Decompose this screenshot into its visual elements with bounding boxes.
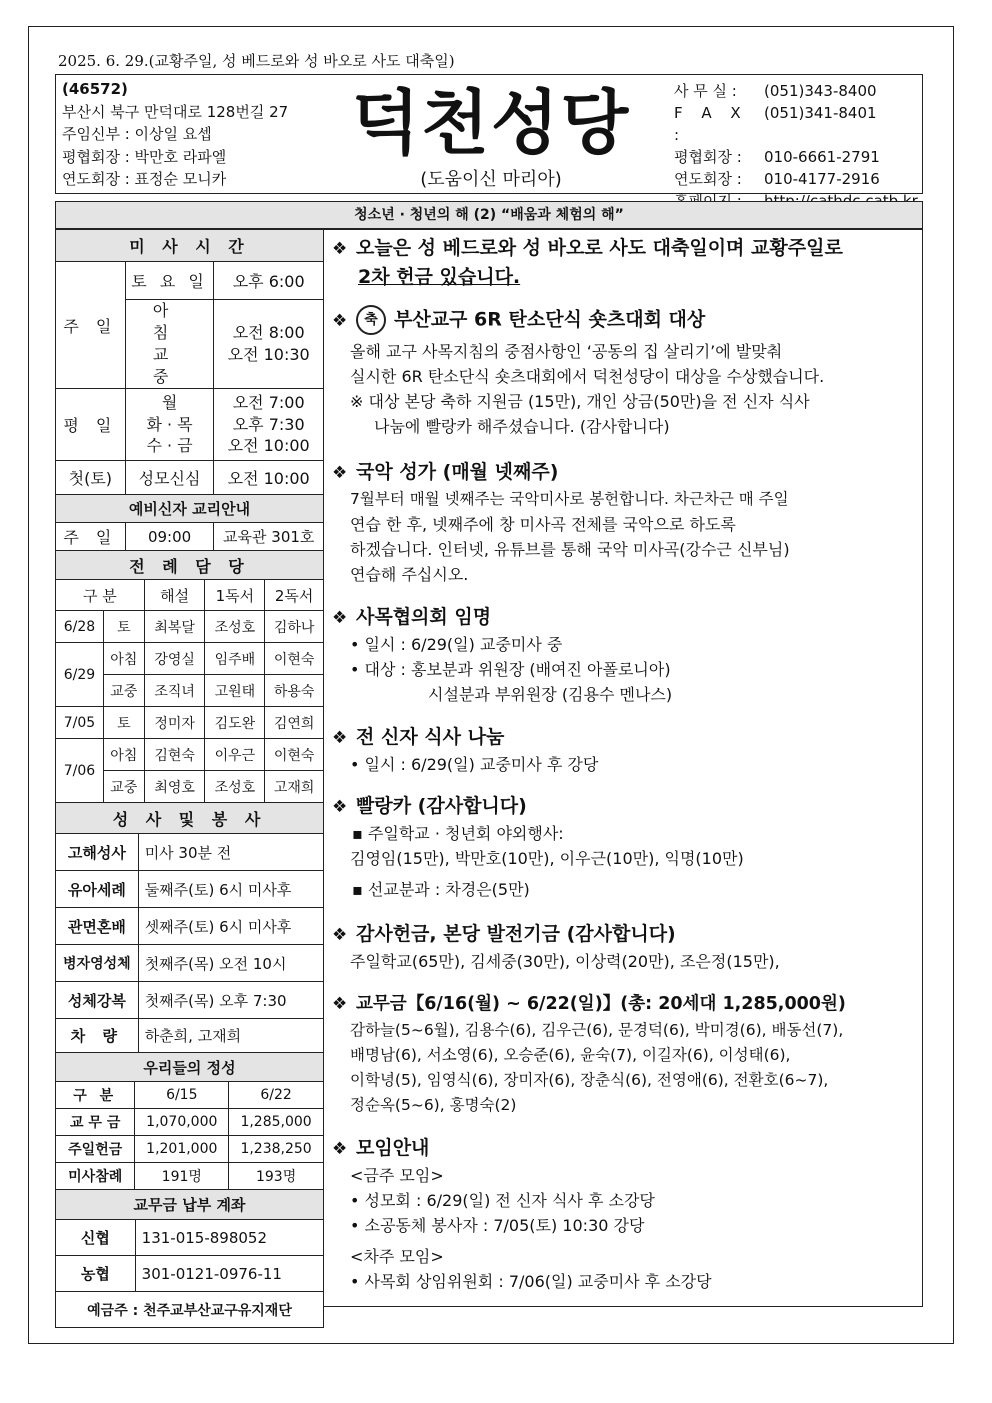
parish-title: 덕천성당 [351, 82, 631, 164]
liturgy-table: 전 례 담 당 구 분 해설 1독서 2독서 6/28 토 최복달 조성호 김하나 6/29 아침 강영실 임주배 이현숙 교중 조직녀 고원태 하용숙 7/05 토 정미자 김도완 김연희 7/06 아침 김현숙 이우근 이현숙 교중 최영호 조성호 고재희 [55, 550, 324, 803]
diamond-bullet-icon: ❖ [332, 728, 348, 748]
header-contacts [674, 80, 918, 212]
account-table: 교무금 납부 계좌 신협 131-015-898052 농협 301-0121-0976-11 예금주 : 천주교부산교구유지재단 [55, 1189, 324, 1328]
notice-award: ❖ 축 부산교구 6R 탄소단식 숏츠대회 대상 올해 교구 사목지침의 중점사항인 ‘공동의 집 살리기’에 발맞춰 실시한 6R 탄소단식 숏츠대회에서 덕천성당이 대상을 수상했습니다. ※ 대상 본당 축하 지원금 (15만), 개인 상금(50만)을 전 신자 식사 나눔에 빨랑카 해주셨습니다. (감사합니다) [332, 305, 917, 439]
sacraments-table: 성 사 및 봉 사 고해성사 미사 30분 전 유아세례 둘째주(토) 6시 미사후 관면혼배 셋째주(토) 6시 미사후 병자영성체 첫째주(목) 오전 10시 성체강복 첫째주(목) 오후 7:30 차 량 하춘희, 고재희 [55, 802, 324, 1053]
diamond-bullet-icon: ❖ [332, 1139, 348, 1159]
notice-gugak: ❖ 국악 성가 (매월 넷째주) 7월부터 매월 넷째주는 국악미사로 봉헌합니다. 차근차근 매 주일 연습 한 후, 넷째주에 창 미사곡 전체를 국악으로 하도록 하겠습니다. 인터넷, 유튜브를 통해 국악 미사곡(강수근 신부님) 연습해 주십시오. [332, 461, 790, 584]
notice-feast: ❖ 오늘은 성 베드로와 성 바오로 사도 대축일이며 교황주일로 2차 헌금 있습니다. [332, 237, 843, 288]
notice-palanca: ❖ 빨랑카 (감사합니다) ▪ 주일학교 · 청년회 야외행사: 김영임(15만), 박만호(10만), 이우근(10만), 익명(10만) ▪ 선교분과 : 차경은(5만) [332, 795, 744, 899]
diamond-bullet-icon: ❖ [332, 239, 348, 259]
notice-meal: ❖ 전 신자 식사 나눔 • 일시 : 6/29(일) 교중미사 후 강당 [332, 726, 599, 774]
offerings-table: 우리들의 정성 구 분 6/15 6/22 교 무 금 1,070,000 1,285,000 주일헌금 1,201,000 1,238,250 미사참례 191명 193명 [55, 1052, 324, 1190]
header [55, 74, 923, 194]
notice-council: ❖ 사목협의회 임명 • 일시 : 6/29(일) 교중미사 중 • 대상 : 홍보분과 위원장 (배여진 아폴로니아) 시설분과 부위원장 (김용수 멘나스) [332, 606, 673, 704]
notice-meetings: ❖ 모임안내 <금주 모임> • 성모회 : 6/29(일) 전 신자 식사 후 소강당 • 소공동체 봉사자 : 7/05(토) 10:30 강당 <차주 모임> • 사목회 상임위원회 : 7/06(일) 교중미사 후 소강당 [332, 1137, 712, 1291]
diamond-bullet-icon: ❖ [332, 925, 348, 945]
postal-code: (46572) [62, 80, 128, 98]
contact-fax: F A X : (051)341-8401 [674, 104, 877, 144]
yeondo-head: 연도회장 : 표정순 모니카 [62, 170, 227, 188]
mass-times-table: 미 사 시 간 주 일 토 요 일 오후 6:00 아 침 교 중 오전 8:00 오전 10:30 평 일 월 화 · 목 수 · 금 오전 7:00 오후 7:30 오전 10:00 첫(토) 성모신심 오전 10:00 [55, 229, 324, 495]
address: 부산시 북구 만덕대로 128번길 27 [62, 102, 289, 121]
celebration-badge-icon: 축 [356, 305, 386, 335]
header-info [62, 78, 288, 191]
diamond-bullet-icon: ❖ [332, 310, 348, 331]
diamond-bullet-icon: ❖ [332, 797, 348, 817]
catechumen-table: 예비신자 교리안내 주 일 09:00 교육관 301호 [55, 494, 324, 551]
diamond-bullet-icon: ❖ [332, 463, 348, 483]
council-head: 평협회장 : 박만호 라파엘 [62, 147, 227, 166]
contact-yeondo: 연도회장 : 010-4177-2916 [674, 170, 880, 188]
notice-dues: ❖ 교무금【6/16(월) ~ 6/22(일)】(총: 20세대 1,285,000원) 감하늘(5~6월), 김용수(6), 김우근(6), 문경덕(6), 박미경(6), 배동선(7), 배명남(6), 서소영(6), 오승준(6), 윤숙(7), 이길자(6), 이성태(6), 이학녕(5), 임영식(6), 장미자(6), 장춘식(6), 전영애(6), 전환호(6~7), 정순옥(5~6), 홍명숙(2) [332, 990, 917, 1118]
parish-subtitle: (도움이신 마리아) [420, 169, 562, 190]
diamond-bullet-icon: ❖ [332, 608, 348, 628]
year-theme: 청소년 · 청년의 해 (2) “배움과 체험의 해” [55, 201, 923, 229]
pastor: 주임신부 : 이상일 요셉 [62, 125, 212, 143]
notices-panel [324, 229, 923, 1307]
notice-thanks: ❖ 감사헌금, 본당 발전기금 (감사합니다) 주일학교(65만), 김세중(30만), 이상력(20만), 조은정(15만), [332, 923, 780, 971]
left-column [55, 229, 324, 1328]
section-title: 미 사 시 간 [56, 230, 324, 262]
contact-council: 평협회장 : 010-6661-2791 [674, 148, 880, 166]
contact-office: 사 무 실 : (051)343-8400 [674, 82, 877, 100]
date-line: 2025. 6. 29.(교황주일, 성 베드로와 성 바오로 사도 대축일) [58, 52, 455, 70]
diamond-bullet-icon: ❖ [332, 994, 348, 1014]
